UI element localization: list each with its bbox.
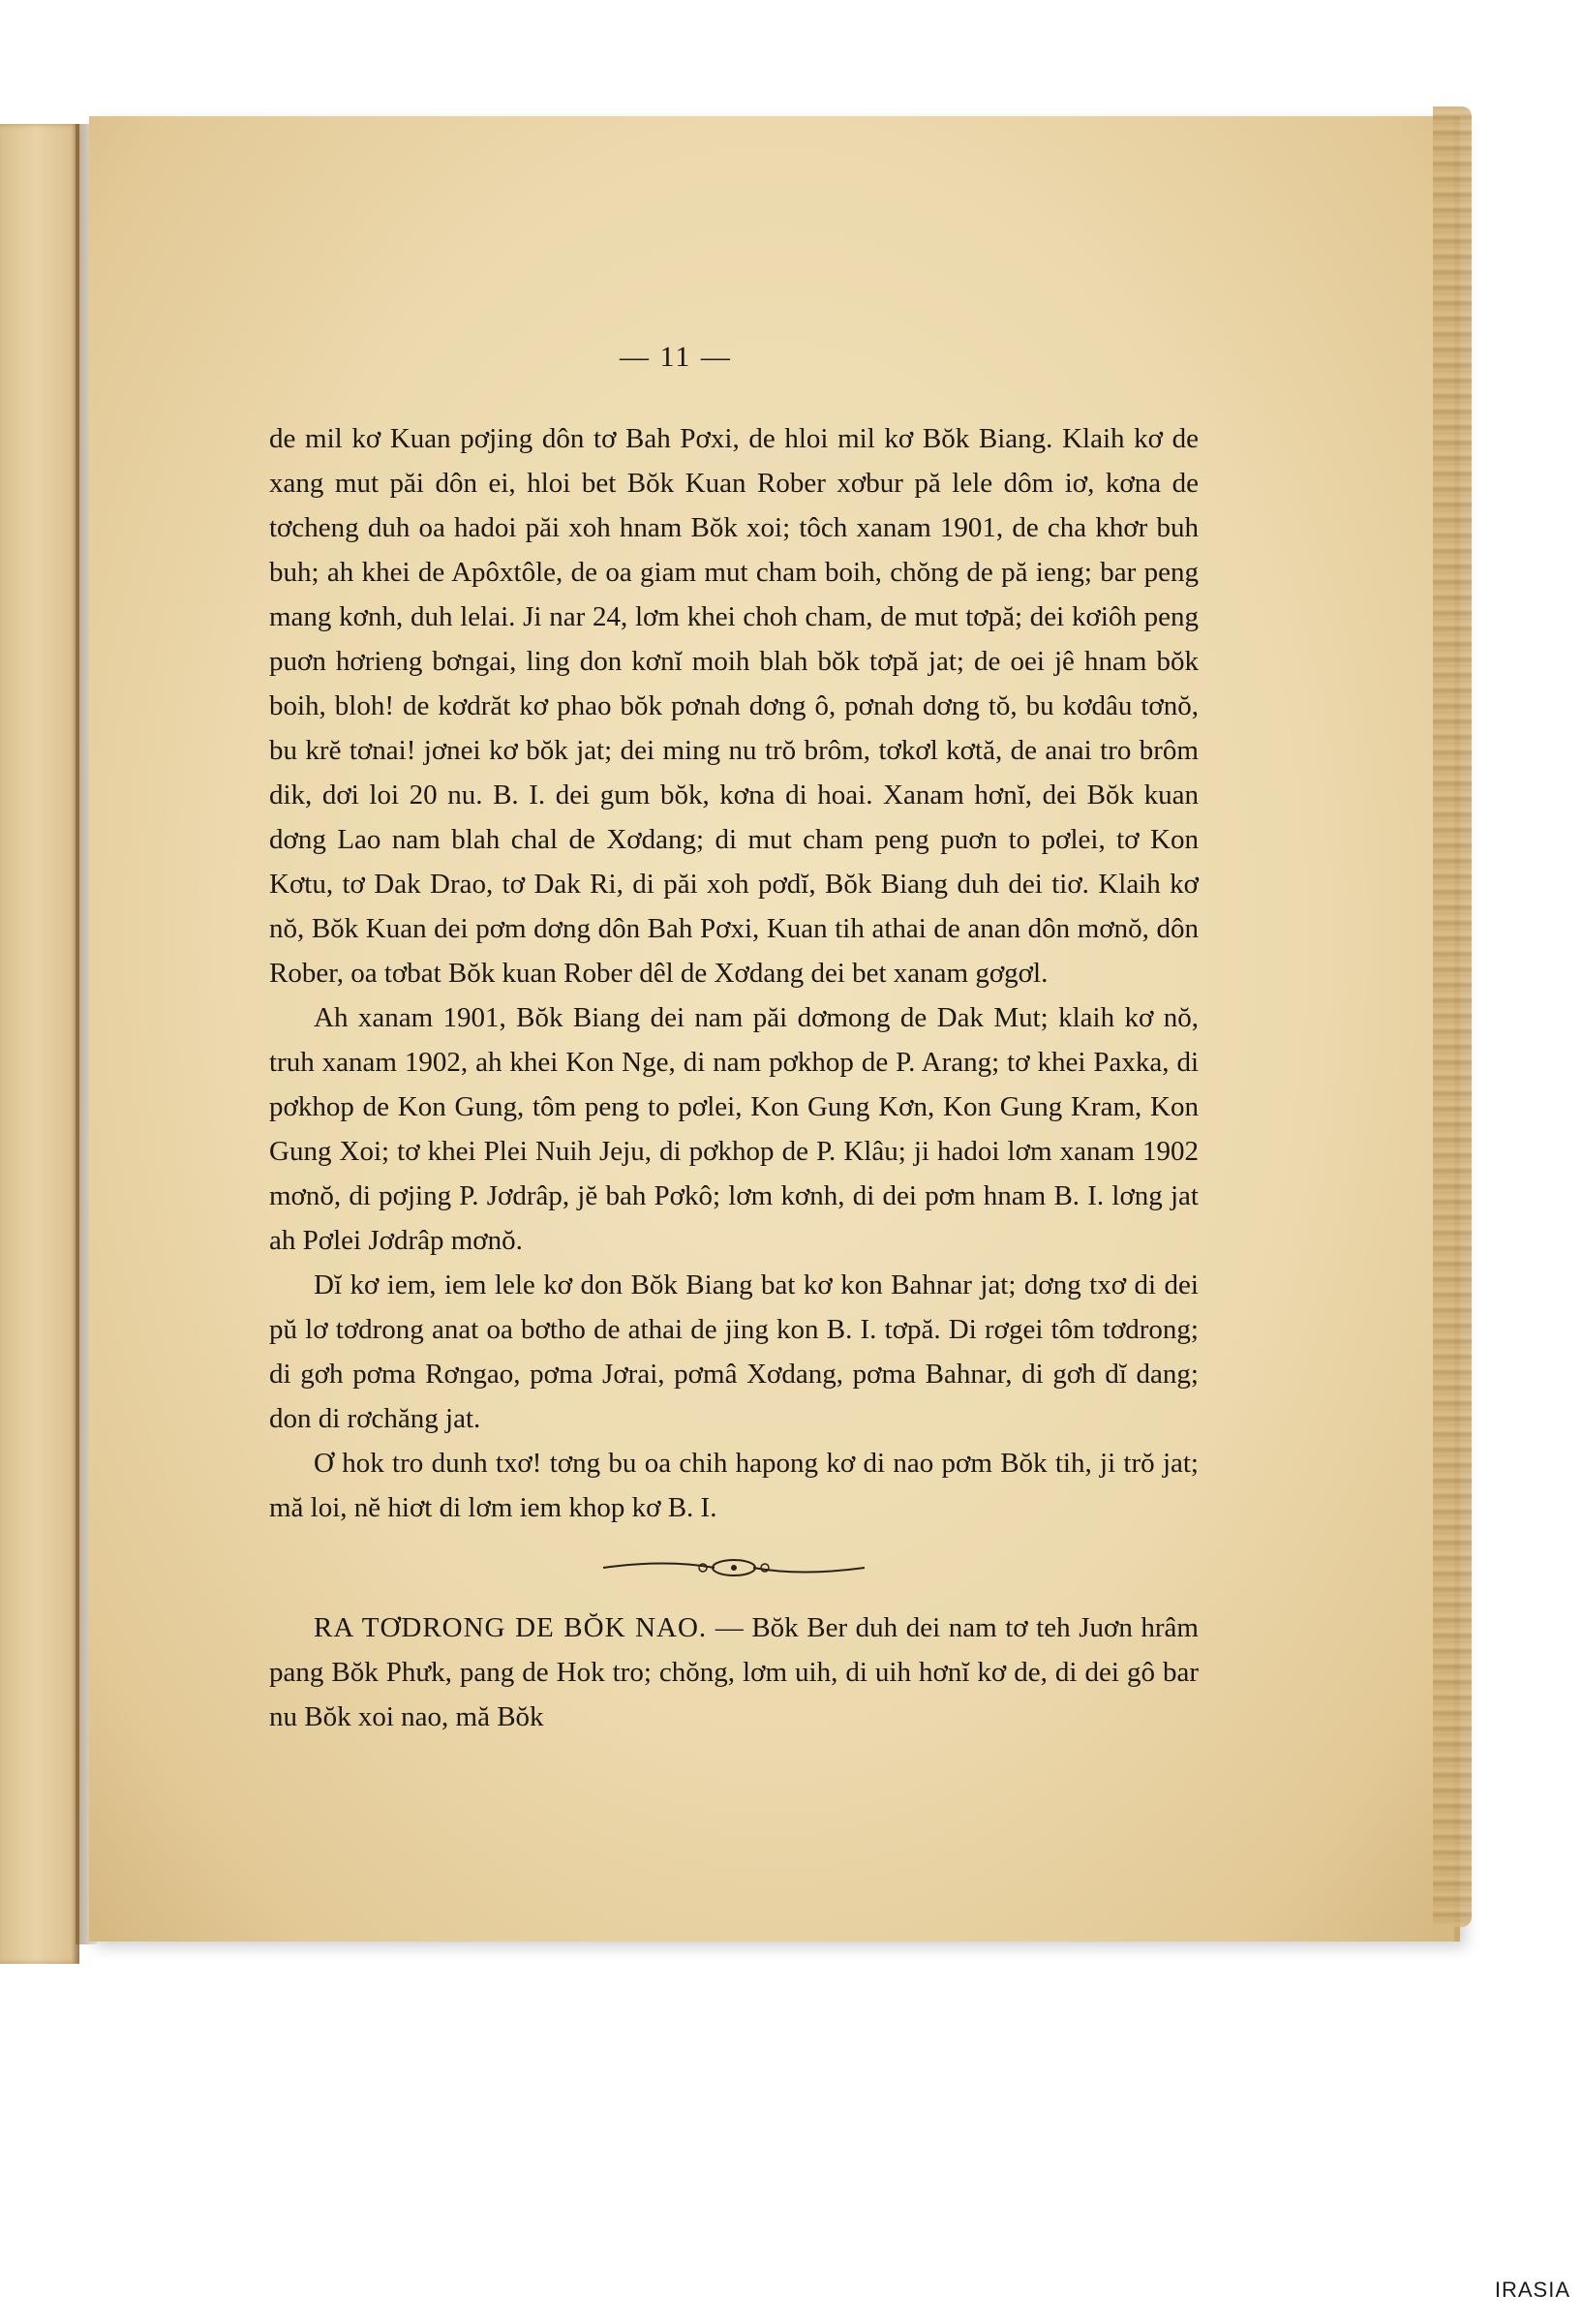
paragraph-1: de mil kơ Kuan pơjing dôn tơ Bah Pơxi, de hloi mil kơ Bŏk Biang. Klaih kơ de xang mut păi dôn ei, hloi bet Bŏk Kuan Rober xơbur pă lele dôm iơ, kơna de tơcheng duh oa hadoi păi xoh hnam Bŏk xoi; tôch xanam 1901, de cha khơr buh buh; ah khei de Apôxtôle, de oa giam mut cham boih, chŏng de pă ieng; bar peng mang kơnh, duh lelai. Ji nar 24, lơm khei choh cham, de mut tơpă; dei kơiôh peng puơn hơrieng bơngai, ling don kơnĭ moih blah bŏk tơpă jat; de oei jê hnam bŏk boih, bloh! de kơdrăt kơ phao bŏk pơnah dơng ô, pơnah dơng tŏ, bu kơdâu tơnŏ, bu krĕ tơnai! jơnei kơ bŏk jat; dei ming nu trŏ brôm, tơkơl kơtă, de anai tro brôm dik, dơi loi 20 nu. B. I. dei gum bŏk, kơna di hoai. Xanam hơnĭ, dei Bŏk kuan dơng Lao nam blah chal de Xơdang; di mut cham peng puơn to pơlei, tơ Kon Kơtu, tơ Dak Drao, tơ Dak Ri, di păi xoh pơdĭ, Bŏk Biang duh dei tiơ. Klaih kơ nŏ, Bŏk Kuan dei pơm dơng dôn Bah Pơxi, Kuan tih athai de anan dôn mơnŏ, dôn Rober, oa tơbat Bŏk kuan Rober dêl de Xơdang dei bet xanam gơgơl. [269, 423, 1199, 989]
previous-page-edge [0, 124, 79, 1964]
paragraph-2: Ah xanam 1901, Bŏk Biang dei nam păi dơmong de Dak Mut; klaih kơ nŏ, truh xanam 1902, ah khei Kon Nge, di nam pơkhop de P. Arang; tơ khei Paxka, di pơkhop de Kon Gung, tôm peng to pơlei, Kon Gung Kơn, Kon Gung Kram, Kon Gung Xoi; tơ khei Plei Nuih Jeju, di pơkhop de P. Klâu; ji hadoi lơm xanam 1902 mơnŏ, di pơjing P. Jơdrâp, jĕ bah Pơkô; lơm kơnh, di dei pơm hnam B. I. lơng jat ah Pơlei Jơdrâp mơnŏ. [269, 1002, 1199, 1256]
page-text-block [269, 339, 1199, 1739]
section-divider-ornament [269, 1551, 1199, 1580]
section-paragraph [269, 1605, 1199, 1739]
watermark-label: IRASIA [1494, 2278, 1570, 2302]
paragraph-4: Ơ hok tro dunh txơ! tơng bu oa chih hapong kơ di nao pơm Bŏk tih, ji trŏ jat; mă loi, nĕ hiơt di lơm iem khop kơ B. I. [269, 1448, 1199, 1523]
section-heading: RA TƠDRONG DE BŎK NAO. [314, 1612, 708, 1643]
page-number: — 11 — [620, 341, 732, 373]
page-block-edge [1433, 107, 1472, 1927]
section-text: — Bŏk Ber duh dei nam tơ teh Juơn hrâm pang Bŏk Phưk, pang de Hok tro; chŏng, lơm uih, di uih hơnĭ kơ de, di dei gô bar nu Bŏk xoi nao, mă Bŏk [269, 1612, 1199, 1732]
ornament-flourish-icon [598, 1553, 869, 1582]
paragraph-3: Dĭ kơ iem, iem lele kơ don Bŏk Biang bat kơ kon Bahnar jat; dơng txơ di dei pŭ lơ tơdrong anat oa bơtho de athai de jing kon B. I. tơpă. Di rơgei tôm tơdrong; di gơh pơma Rơngao, pơma Jơrai, pơmâ Xơdang, pơma Bahnar, di gơh dĭ dang; don di rơchăng jat. [269, 1269, 1199, 1434]
